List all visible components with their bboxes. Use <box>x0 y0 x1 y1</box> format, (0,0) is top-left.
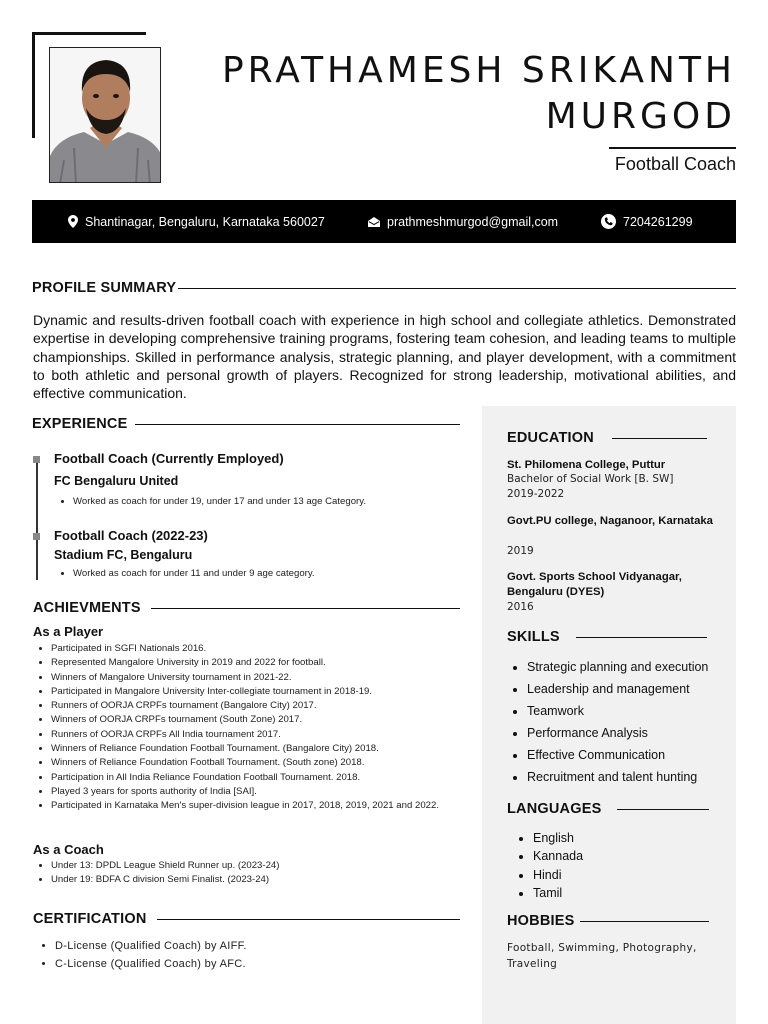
list-item: • English <box>533 829 583 847</box>
experience-role: Football Coach (Currently Employed) <box>54 451 284 466</box>
achievements-heading-text: ACHIEVMENTS <box>33 600 141 616</box>
experience-role: Football Coach (2022-23) <box>54 528 208 543</box>
person-avatar-icon <box>50 48 161 183</box>
heading-rule <box>612 438 707 439</box>
envelope-icon <box>368 217 380 227</box>
list-item: • Worked as coach for under 19, under 17 and under 13 age Category. <box>73 495 455 509</box>
title-divider <box>609 147 736 149</box>
as-player-heading: As a Player <box>33 624 104 639</box>
skills-heading-text: SKILLS <box>507 629 560 645</box>
certification-list <box>37 937 457 973</box>
list-item: • Kannada <box>533 847 583 865</box>
list-item: • Played 3 years for sports authority of India [SAI]. <box>51 785 463 799</box>
achievements-heading <box>33 600 460 616</box>
experience-heading <box>32 416 460 432</box>
education-school: Govt.PU college, Naganoor, Karnataka <box>507 515 713 527</box>
location-pin-icon <box>68 215 78 228</box>
experience-org: FC Bengaluru United <box>54 474 179 488</box>
list-item: • Participated in SGFI Nationals 2016. <box>51 642 463 656</box>
profile-summary-heading <box>32 280 736 296</box>
timeline-marker <box>33 456 40 463</box>
list-item: • Worked as coach for under 11 and under 9 age category. <box>73 567 455 581</box>
certification-heading-text: CERTIFICATION <box>33 911 147 927</box>
candidate-name: PRATHAMESH SRIKANTH MURGOD <box>221 50 736 137</box>
hobbies-heading-text: HOBBIES <box>507 913 575 929</box>
list-item: • Winners of OORJA CRPFs tournament (South Zone) 2017. <box>51 713 463 727</box>
education-heading-text: EDUCATION <box>507 430 594 446</box>
profile-summary-heading-text: PROFILE SUMMARY <box>32 280 177 296</box>
experience-heading-text: EXPERIENCE <box>32 416 128 432</box>
timeline-marker <box>33 533 40 540</box>
hobbies-text: Football, Swimming, Photography, Traveling <box>507 942 697 970</box>
list-item: • Recruitment and talent hunting <box>527 766 708 788</box>
list-item: • D-License (Qualified Coach) by AIFF. <box>55 937 457 955</box>
list-item: • Participated in Karnataka Men's super-division league in 2017, 2018, 2019, 2021 and 2022. <box>51 799 463 813</box>
profile-photo <box>49 47 161 183</box>
list-item: • Performance Analysis <box>527 722 708 744</box>
address-text: Shantinagar, Bengaluru, Karnataka 560027 <box>85 214 325 229</box>
experience-org: Stadium FC, Bengaluru <box>54 548 193 562</box>
heading-rule <box>576 637 707 638</box>
player-achievements-list <box>33 642 463 814</box>
certification-heading <box>33 911 460 927</box>
education-school: Govt. Sports School Vidyanagar, Bengaluru (DYES) <box>507 571 682 598</box>
profile-summary-text: Dynamic and results-driven football coach with experience in high school and collegiate athletics. Demonstrated expertise in developing comprehensive training programs, fostering team cohesion, and leading teams to multiple championships. Skilled in performance analysis, strategic planning, and player development, with a commitment to both athletic and personal growth of players. Recognized for strong leadership, motivational abilities, and effective communication. <box>33 312 736 402</box>
job-title: Football Coach <box>614 154 736 174</box>
education-year: 2019 <box>507 545 534 557</box>
heading-rule <box>135 424 460 425</box>
experience-bullets <box>55 495 455 509</box>
list-item: • Winners of Reliance Foundation Football Tournament. (Bangalore City) 2018. <box>51 742 463 756</box>
list-item: • Effective Communication <box>527 744 708 766</box>
education-heading <box>507 430 707 446</box>
skills-list <box>509 656 708 788</box>
list-item: • Strategic planning and execution <box>527 656 708 678</box>
contact-email[interactable] <box>368 200 558 243</box>
experience-timeline <box>36 456 38 580</box>
heading-rule <box>617 809 709 810</box>
list-item: • Under 19: BDFA C division Semi Finalist. (2023-24) <box>51 873 463 887</box>
list-item: • Represented Mangalore University in 2019 and 2022 for football. <box>51 656 463 670</box>
contact-phone[interactable] <box>601 200 693 243</box>
list-item: • Teamwork <box>527 700 708 722</box>
education-year: 2016 <box>507 601 534 613</box>
heading-rule <box>178 288 736 289</box>
list-item: • Under 13: DPDL League Shield Runner up. (2023-24) <box>51 859 463 873</box>
phone-icon <box>601 214 616 229</box>
skills-heading <box>507 629 707 645</box>
languages-list <box>515 829 583 902</box>
as-coach-heading: As a Coach <box>33 842 104 857</box>
list-item: • Winners of Reliance Foundation Football Tournament. (South zone) 2018. <box>51 756 463 770</box>
education-year: 2019-2022 <box>507 488 565 500</box>
contact-bar <box>32 200 736 243</box>
list-item: • Tamil <box>533 884 583 902</box>
list-item: • Leadership and management <box>527 678 708 700</box>
languages-heading <box>507 801 709 817</box>
email-text[interactable]: prathmeshmurgod@gmail,com <box>387 214 559 229</box>
education-school: St. Philomena College, Puttur <box>507 459 666 471</box>
heading-rule <box>157 919 461 920</box>
list-item: • Participated in Mangalore University Inter-collegiate tournament in 2018-19. <box>51 685 463 699</box>
heading-rule <box>151 608 460 609</box>
coach-achievements-list <box>33 859 463 888</box>
list-item: • Runners of OORJA CRPFs tournament (Bangalore City) 2017. <box>51 699 463 713</box>
list-item: • Winners of Mangalore University tournament in 2021-22. <box>51 671 463 685</box>
list-item: • C-License (Qualified Coach) by AFC. <box>55 955 457 973</box>
contact-address <box>68 200 325 243</box>
list-item: • Hindi <box>533 866 583 884</box>
phone-text[interactable]: 7204261299 <box>623 214 693 229</box>
education-degree: Bachelor of Social Work [B. SW] <box>507 473 674 485</box>
list-item: • Runners of OORJA CRPFs All India tournament 2017. <box>51 728 463 742</box>
list-item: • Participation in All India Reliance Foundation Football Tournament. 2018. <box>51 771 463 785</box>
heading-rule <box>580 921 709 922</box>
experience-bullets <box>55 567 455 581</box>
hobbies-heading <box>507 913 709 929</box>
languages-heading-text: LANGUAGES <box>507 801 602 817</box>
